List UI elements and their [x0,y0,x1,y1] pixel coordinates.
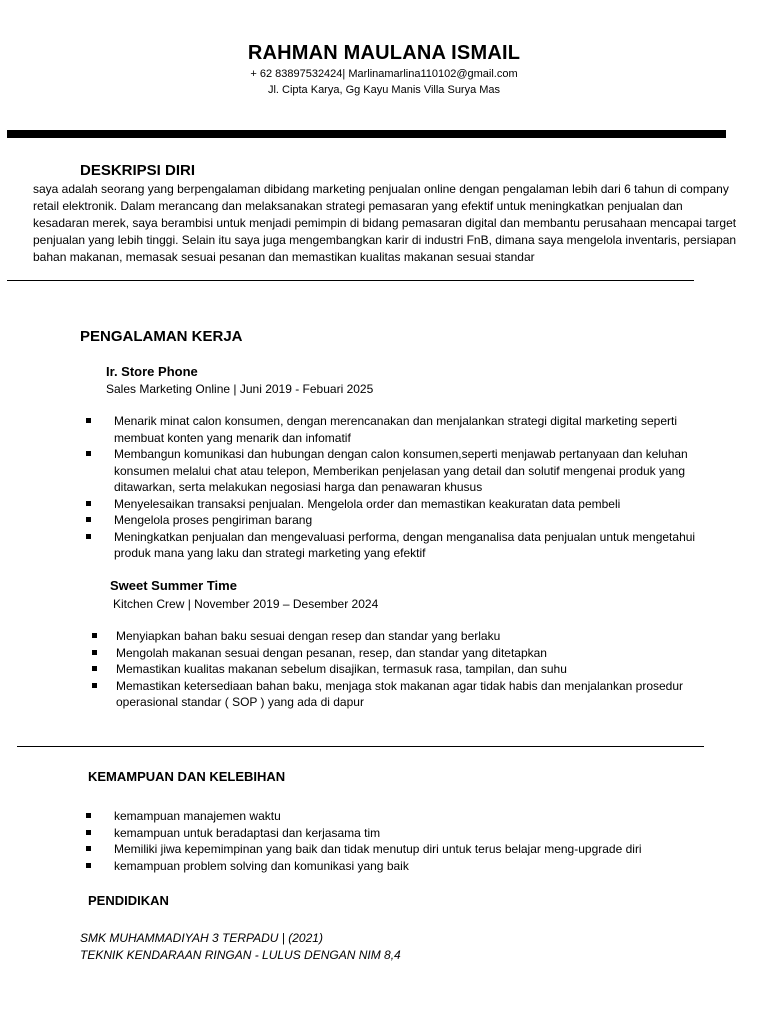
section-title-deskripsi: DESKRIPSI DIRI [80,162,196,179]
bullet-square-icon [92,650,97,655]
job-company: Sweet Summer Time [110,578,237,593]
list-item [86,496,726,513]
duty-text: Mengelola proses pengiriman barang [114,513,313,527]
job-role-period: Kitchen Crew | November 2019 – Desember 2024 [113,597,379,611]
job-duties-list [86,413,726,562]
list-item [86,413,726,446]
job-company: Ir. Store Phone [106,364,198,379]
list-item [92,645,724,662]
section-title-kemampuan: KEMAMPUAN DAN KELEBIHAN [88,769,286,784]
duty-text: Menyelesaikan transaksi penjualan. Mengelola order dan memastikan keakuratan data pembeli [114,496,621,511]
section-title-pendidikan: PENDIDIKAN [88,893,169,908]
deskripsi-paragraph: saya adalah seorang yang berpengalaman dibidang marketing penjualan online dengan pengalaman lebih dari 6 tahun di company retail elektronik. Dalam merancang dan melaksanakan strategi pemasaran yang efektif untuk meningkatkan penjualan dan kesadaran merek, saya berambisi untuk menjadi pemimpin di bidang pemasaran digital dan membantu perusahaan mencapai target penjualan yang lebih tinggi. Selain itu saya juga mengembangkan karir di industri FnB, dimana saya mengelola inventaris, persiapan bahan makanan, memasak sesuai pesanan dan memastikan kualitas makanan sesuai standar [33,182,737,264]
bullet-square-icon [86,418,91,423]
contact-line: + 62 83897532424| Marlinamarlina110102@gmail.com [250,68,518,80]
list-item [92,628,724,645]
bullet-square-icon [92,633,97,638]
bullet-square-icon [86,846,91,851]
duty-text: Meningkatkan penjualan dan mengevaluasi performa, dengan menganalisa data penjualan untuk mengetahui produk mana yang laku dan strategi marketing yang efektif [114,529,696,560]
skill-text: kemampuan manajemen waktu [114,809,281,823]
job-role-period: Sales Marketing Online | Juni 2019 - Febuari 2025 [106,382,374,396]
address-line: Jl. Cipta Karya, Gg Kayu Manis Villa Surya Mas [267,84,501,96]
list-item [86,529,726,562]
education-school: SMK MUHAMMADIYAH 3 TERPADU | (2021) [80,931,323,945]
skills-list [86,808,726,874]
section-divider [7,280,694,281]
bullet-square-icon [92,666,97,671]
bullet-square-icon [86,501,91,506]
list-item [92,661,724,678]
list-item [92,678,724,711]
job-duties-list [92,628,724,711]
duty-text: Membangun komunikasi dan hubungan dengan calon konsumen,seperti menjawab pertanyaan dan keluhan konsumen melalui chat atau telepon, Memberikan penjelasan yang detail dan solutif mengenai produk yang ditawarkan, serta melakukan negosiasi harga dan penawaran khusus [114,447,688,494]
bullet-square-icon [86,517,91,522]
header-divider [7,130,726,138]
list-item [86,512,726,529]
duty-text: Memastikan kualitas makanan sebelum disajikan, termasuk rasa, tampilan, dan suhu [116,662,567,676]
bullet-square-icon [86,451,91,456]
section-title-pengalaman: PENGALAMAN KERJA [80,328,243,345]
skill-text: kemampuan untuk beradaptasi dan kerjasama tim [114,825,381,840]
duty-text: Menyiapkan bahan baku sesuai dengan resep dan standar yang berlaku [116,629,501,643]
list-item [86,858,726,875]
bullet-square-icon [86,830,91,835]
list-item [86,841,726,858]
bullet-square-icon [86,863,91,868]
bullet-square-icon [92,683,97,688]
duty-text: Menarik minat calon konsumen, dengan merencanakan dan menjalankan strategi digital marketing seperti membuat konten yang menarik dan infomatif [114,414,677,445]
duty-text: Mengolah makanan sesuai dengan pesanan, resep, dan standar yang ditetapkan [116,645,547,660]
list-item [86,825,726,842]
bullet-square-icon [86,813,91,818]
skill-text: Memiliki jiwa kepemimpinan yang baik dan tidak menutup diri untuk terus belajar meng-upgrade diri [114,842,642,856]
duty-text: Memastikan ketersediaan bahan baku, menjaga stok makanan agar tidak habis dan menjalankan prosedur operasional standar ( SOP ) yang ada di dapur [116,678,684,709]
skill-text: kemampuan problem solving dan komunikasi yang baik [114,858,409,873]
list-item [86,446,726,496]
section-divider [17,746,704,747]
candidate-name: RAHMAN MAULANA ISMAIL [247,42,521,64]
education-major: TEKNIK KENDARAAN RINGAN - LULUS DENGAN NIM 8,4 [80,948,401,962]
list-item [86,808,726,825]
bullet-square-icon [86,534,91,539]
